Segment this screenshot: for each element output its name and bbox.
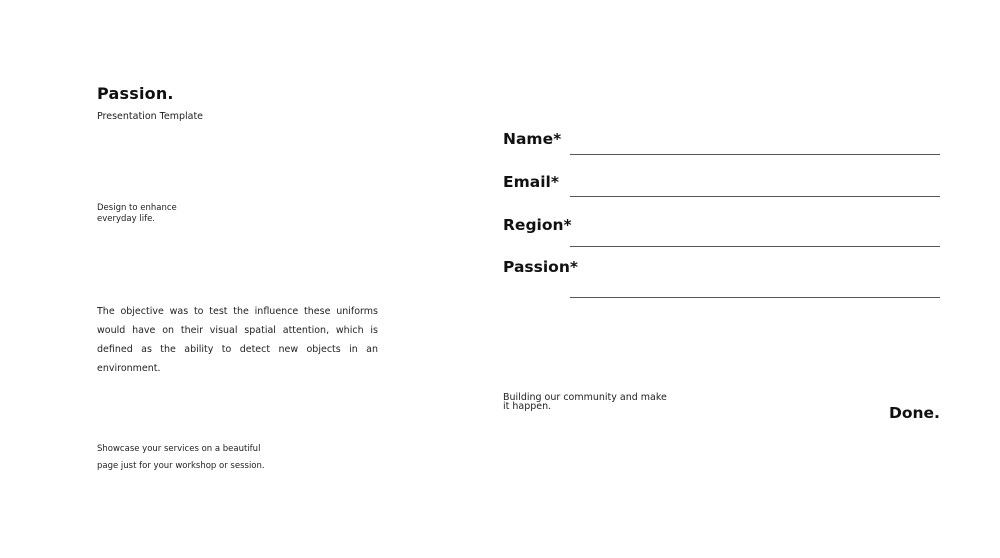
region-field-input[interactable] [570, 246, 940, 247]
showcase-block [97, 441, 297, 475]
community-note [503, 393, 683, 411]
tagline-line: everyday life. [97, 214, 155, 224]
email-field-input[interactable] [570, 196, 940, 197]
community-note-line: Building our community and make [503, 392, 667, 403]
showcase-line: page just for your workshop or session. [97, 461, 265, 471]
name-field-input[interactable] [570, 154, 940, 155]
done-button[interactable]: Done. [889, 404, 940, 422]
page-title: Passion. [97, 84, 174, 103]
page-subtitle: Presentation Template [97, 111, 204, 122]
passion-field-input[interactable] [570, 297, 940, 298]
showcase-line: Showcase your services on a beautiful [97, 444, 261, 454]
community-note-line: it happen. [503, 401, 552, 412]
tagline-block [97, 203, 217, 225]
name-field-label: Name* [503, 130, 562, 148]
tagline-line: Design to enhance [97, 203, 177, 213]
objective-paragraph: The objective was to test the influence these uniforms would have on their visual spatial attention, which is defined as the ability to detect new objects in an environment. [97, 306, 378, 374]
email-field-label: Email* [503, 173, 559, 191]
passion-field-label: Passion* [503, 258, 578, 276]
region-field-label: Region* [503, 216, 572, 234]
